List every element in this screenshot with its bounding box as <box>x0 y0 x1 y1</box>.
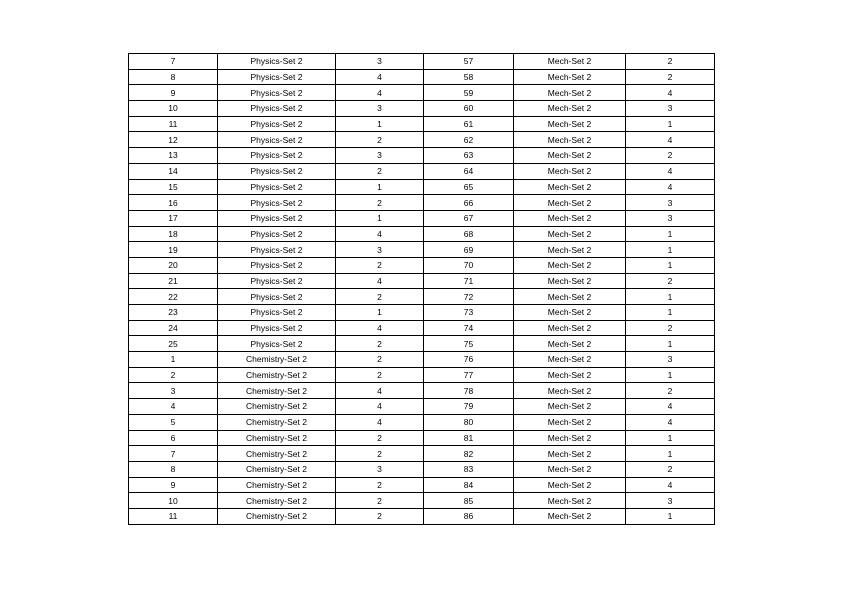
question-number-cell: 6 <box>129 430 218 446</box>
table-row <box>129 336 715 352</box>
subject-set-cell: Mech-Set 2 <box>514 305 626 321</box>
answer-cell: 3 <box>626 210 715 226</box>
subject-set-cell: Mech-Set 2 <box>514 148 626 164</box>
subject-set-cell: Mech-Set 2 <box>514 226 626 242</box>
subject-set-cell: Mech-Set 2 <box>514 54 626 70</box>
answer-cell: 2 <box>336 367 424 383</box>
answer-key-body <box>129 54 715 525</box>
subject-set-cell: Chemistry-Set 2 <box>218 367 336 383</box>
table-row <box>129 148 715 164</box>
question-number-cell: 12 <box>129 132 218 148</box>
answer-cell: 2 <box>626 148 715 164</box>
table-row <box>129 132 715 148</box>
subject-set-cell: Mech-Set 2 <box>514 195 626 211</box>
question-number-cell: 21 <box>129 273 218 289</box>
question-number-cell: 14 <box>129 163 218 179</box>
question-number-cell: 11 <box>129 508 218 524</box>
answer-cell: 3 <box>336 148 424 164</box>
answer-cell: 3 <box>626 101 715 117</box>
question-number-cell: 73 <box>424 305 514 321</box>
subject-set-cell: Mech-Set 2 <box>514 257 626 273</box>
subject-set-cell: Mech-Set 2 <box>514 242 626 258</box>
question-number-cell: 71 <box>424 273 514 289</box>
question-number-cell: 85 <box>424 493 514 509</box>
question-number-cell: 78 <box>424 383 514 399</box>
question-number-cell: 72 <box>424 289 514 305</box>
question-number-cell: 18 <box>129 226 218 242</box>
question-number-cell: 2 <box>129 367 218 383</box>
subject-set-cell: Mech-Set 2 <box>514 132 626 148</box>
table-row <box>129 477 715 493</box>
answer-cell: 3 <box>336 54 424 70</box>
subject-set-cell: Mech-Set 2 <box>514 320 626 336</box>
answer-cell: 2 <box>626 54 715 70</box>
question-number-cell: 59 <box>424 85 514 101</box>
subject-set-cell: Mech-Set 2 <box>514 116 626 132</box>
answer-cell: 1 <box>626 116 715 132</box>
question-number-cell: 68 <box>424 226 514 242</box>
answer-cell: 3 <box>626 493 715 509</box>
question-number-cell: 17 <box>129 210 218 226</box>
question-number-cell: 80 <box>424 414 514 430</box>
subject-set-cell: Physics-Set 2 <box>218 85 336 101</box>
answer-cell: 4 <box>336 399 424 415</box>
answer-cell: 2 <box>336 289 424 305</box>
answer-cell: 2 <box>626 320 715 336</box>
question-number-cell: 75 <box>424 336 514 352</box>
question-number-cell: 24 <box>129 320 218 336</box>
answer-cell: 4 <box>336 69 424 85</box>
table-row <box>129 508 715 524</box>
subject-set-cell: Physics-Set 2 <box>218 163 336 179</box>
answer-cell: 4 <box>336 320 424 336</box>
subject-set-cell: Chemistry-Set 2 <box>218 508 336 524</box>
subject-set-cell: Mech-Set 2 <box>514 446 626 462</box>
subject-set-cell: Mech-Set 2 <box>514 414 626 430</box>
answer-cell: 4 <box>626 163 715 179</box>
table-row <box>129 352 715 368</box>
question-number-cell: 66 <box>424 195 514 211</box>
question-number-cell: 60 <box>424 101 514 117</box>
answer-cell: 4 <box>336 414 424 430</box>
answer-cell: 4 <box>626 399 715 415</box>
subject-set-cell: Mech-Set 2 <box>514 383 626 399</box>
question-number-cell: 62 <box>424 132 514 148</box>
question-number-cell: 9 <box>129 477 218 493</box>
answer-cell: 1 <box>626 305 715 321</box>
table-row <box>129 179 715 195</box>
table-row <box>129 446 715 462</box>
answer-cell: 2 <box>336 352 424 368</box>
subject-set-cell: Mech-Set 2 <box>514 210 626 226</box>
subject-set-cell: Mech-Set 2 <box>514 69 626 85</box>
question-number-cell: 58 <box>424 69 514 85</box>
subject-set-cell: Mech-Set 2 <box>514 273 626 289</box>
subject-set-cell: Physics-Set 2 <box>218 305 336 321</box>
question-number-cell: 9 <box>129 85 218 101</box>
answer-cell: 2 <box>336 257 424 273</box>
answer-cell: 2 <box>336 336 424 352</box>
table-row <box>129 273 715 289</box>
question-number-cell: 23 <box>129 305 218 321</box>
question-number-cell: 57 <box>424 54 514 70</box>
subject-set-cell: Mech-Set 2 <box>514 399 626 415</box>
answer-cell: 1 <box>626 289 715 305</box>
subject-set-cell: Mech-Set 2 <box>514 367 626 383</box>
question-number-cell: 86 <box>424 508 514 524</box>
question-number-cell: 7 <box>129 54 218 70</box>
subject-set-cell: Physics-Set 2 <box>218 54 336 70</box>
answer-cell: 2 <box>336 430 424 446</box>
subject-set-cell: Mech-Set 2 <box>514 430 626 446</box>
table-row <box>129 69 715 85</box>
answer-cell: 4 <box>336 273 424 289</box>
subject-set-cell: Mech-Set 2 <box>514 101 626 117</box>
table-row <box>129 305 715 321</box>
answer-cell: 4 <box>626 477 715 493</box>
question-number-cell: 70 <box>424 257 514 273</box>
answer-cell: 1 <box>336 116 424 132</box>
subject-set-cell: Mech-Set 2 <box>514 493 626 509</box>
question-number-cell: 79 <box>424 399 514 415</box>
table-row <box>129 101 715 117</box>
answer-cell: 3 <box>336 242 424 258</box>
table-row <box>129 461 715 477</box>
question-number-cell: 22 <box>129 289 218 305</box>
answer-cell: 1 <box>626 430 715 446</box>
table-row <box>129 54 715 70</box>
subject-set-cell: Mech-Set 2 <box>514 85 626 101</box>
subject-set-cell: Physics-Set 2 <box>218 289 336 305</box>
subject-set-cell: Physics-Set 2 <box>218 242 336 258</box>
subject-set-cell: Chemistry-Set 2 <box>218 461 336 477</box>
subject-set-cell: Mech-Set 2 <box>514 289 626 305</box>
subject-set-cell: Mech-Set 2 <box>514 352 626 368</box>
answer-cell: 3 <box>626 352 715 368</box>
question-number-cell: 16 <box>129 195 218 211</box>
question-number-cell: 77 <box>424 367 514 383</box>
subject-set-cell: Mech-Set 2 <box>514 477 626 493</box>
question-number-cell: 10 <box>129 101 218 117</box>
answer-cell: 4 <box>626 414 715 430</box>
question-number-cell: 65 <box>424 179 514 195</box>
answer-cell: 3 <box>336 101 424 117</box>
subject-set-cell: Physics-Set 2 <box>218 116 336 132</box>
question-number-cell: 1 <box>129 352 218 368</box>
question-number-cell: 67 <box>424 210 514 226</box>
answer-cell: 2 <box>336 446 424 462</box>
subject-set-cell: Physics-Set 2 <box>218 336 336 352</box>
question-number-cell: 82 <box>424 446 514 462</box>
answer-cell: 1 <box>626 367 715 383</box>
answer-cell: 1 <box>336 210 424 226</box>
subject-set-cell: Physics-Set 2 <box>218 69 336 85</box>
answer-cell: 2 <box>626 461 715 477</box>
question-number-cell: 13 <box>129 148 218 164</box>
answer-cell: 2 <box>626 273 715 289</box>
question-number-cell: 8 <box>129 69 218 85</box>
subject-set-cell: Physics-Set 2 <box>218 132 336 148</box>
question-number-cell: 63 <box>424 148 514 164</box>
subject-set-cell: Physics-Set 2 <box>218 257 336 273</box>
answer-cell: 1 <box>626 336 715 352</box>
question-number-cell: 61 <box>424 116 514 132</box>
subject-set-cell: Chemistry-Set 2 <box>218 383 336 399</box>
question-number-cell: 74 <box>424 320 514 336</box>
subject-set-cell: Mech-Set 2 <box>514 508 626 524</box>
question-number-cell: 5 <box>129 414 218 430</box>
table-row <box>129 195 715 211</box>
table-row <box>129 163 715 179</box>
answer-cell: 2 <box>626 69 715 85</box>
question-number-cell: 3 <box>129 383 218 399</box>
answer-cell: 4 <box>626 179 715 195</box>
answer-cell: 2 <box>336 132 424 148</box>
question-number-cell: 64 <box>424 163 514 179</box>
answer-cell: 2 <box>336 477 424 493</box>
answer-cell: 1 <box>626 508 715 524</box>
question-number-cell: 25 <box>129 336 218 352</box>
subject-set-cell: Mech-Set 2 <box>514 179 626 195</box>
question-number-cell: 69 <box>424 242 514 258</box>
subject-set-cell: Chemistry-Set 2 <box>218 430 336 446</box>
subject-set-cell: Chemistry-Set 2 <box>218 399 336 415</box>
subject-set-cell: Chemistry-Set 2 <box>218 446 336 462</box>
answer-cell: 1 <box>626 257 715 273</box>
table-row <box>129 414 715 430</box>
answer-cell: 2 <box>336 508 424 524</box>
answer-cell: 2 <box>336 163 424 179</box>
answer-cell: 1 <box>626 226 715 242</box>
subject-set-cell: Chemistry-Set 2 <box>218 477 336 493</box>
table-row <box>129 493 715 509</box>
answer-cell: 4 <box>336 85 424 101</box>
table-row <box>129 242 715 258</box>
question-number-cell: 83 <box>424 461 514 477</box>
answer-cell: 3 <box>626 195 715 211</box>
table-row <box>129 257 715 273</box>
table-row <box>129 430 715 446</box>
table-row <box>129 85 715 101</box>
table-row <box>129 116 715 132</box>
subject-set-cell: Chemistry-Set 2 <box>218 493 336 509</box>
question-number-cell: 76 <box>424 352 514 368</box>
subject-set-cell: Physics-Set 2 <box>218 210 336 226</box>
question-number-cell: 8 <box>129 461 218 477</box>
answer-cell: 2 <box>336 493 424 509</box>
subject-set-cell: Mech-Set 2 <box>514 163 626 179</box>
subject-set-cell: Physics-Set 2 <box>218 148 336 164</box>
table-row <box>129 210 715 226</box>
answer-cell: 4 <box>336 226 424 242</box>
question-number-cell: 10 <box>129 493 218 509</box>
subject-set-cell: Physics-Set 2 <box>218 179 336 195</box>
answer-cell: 2 <box>336 195 424 211</box>
table-row <box>129 399 715 415</box>
subject-set-cell: Physics-Set 2 <box>218 320 336 336</box>
subject-set-cell: Mech-Set 2 <box>514 461 626 477</box>
subject-set-cell: Physics-Set 2 <box>218 195 336 211</box>
answer-cell: 4 <box>336 383 424 399</box>
subject-set-cell: Mech-Set 2 <box>514 336 626 352</box>
table-row <box>129 226 715 242</box>
answer-cell: 1 <box>626 446 715 462</box>
table-row <box>129 289 715 305</box>
answer-cell: 4 <box>626 85 715 101</box>
answer-cell: 4 <box>626 132 715 148</box>
question-number-cell: 15 <box>129 179 218 195</box>
answer-cell: 1 <box>336 179 424 195</box>
answer-key-table <box>128 53 715 525</box>
subject-set-cell: Physics-Set 2 <box>218 273 336 289</box>
question-number-cell: 19 <box>129 242 218 258</box>
question-number-cell: 7 <box>129 446 218 462</box>
answer-cell: 2 <box>626 383 715 399</box>
table-row <box>129 383 715 399</box>
subject-set-cell: Chemistry-Set 2 <box>218 414 336 430</box>
question-number-cell: 11 <box>129 116 218 132</box>
question-number-cell: 20 <box>129 257 218 273</box>
subject-set-cell: Physics-Set 2 <box>218 101 336 117</box>
question-number-cell: 84 <box>424 477 514 493</box>
subject-set-cell: Chemistry-Set 2 <box>218 352 336 368</box>
answer-cell: 1 <box>336 305 424 321</box>
subject-set-cell: Physics-Set 2 <box>218 226 336 242</box>
question-number-cell: 4 <box>129 399 218 415</box>
question-number-cell: 81 <box>424 430 514 446</box>
answer-cell: 1 <box>626 242 715 258</box>
table-row <box>129 320 715 336</box>
answer-cell: 3 <box>336 461 424 477</box>
table-row <box>129 367 715 383</box>
